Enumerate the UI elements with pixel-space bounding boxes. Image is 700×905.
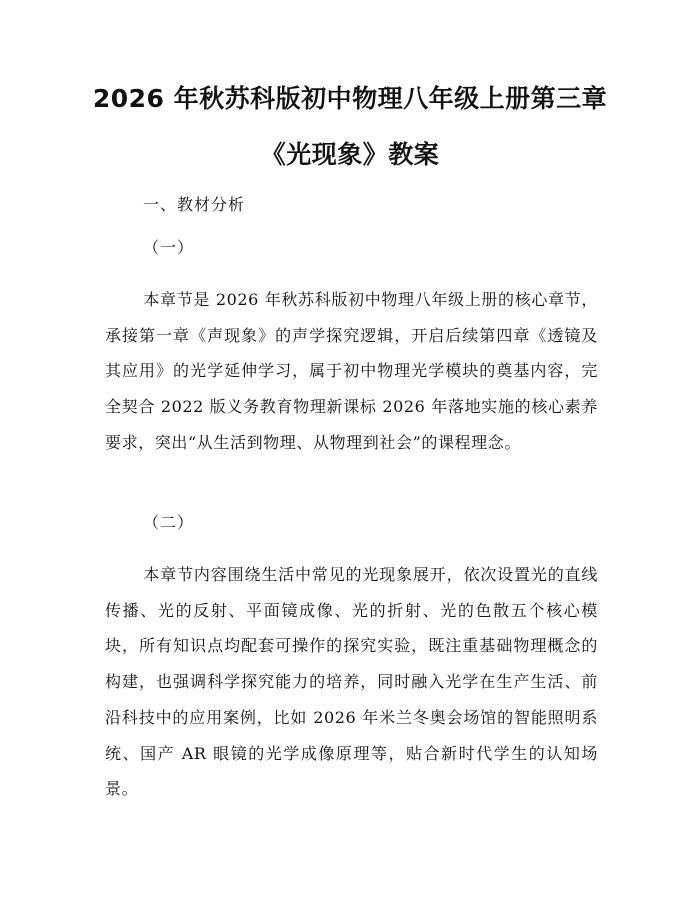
document-title-line-1: 2026 年秋苏科版初中物理八年级上册第三章: [92, 84, 608, 113]
section-heading-textbook-analysis: 一、教材分析: [143, 195, 246, 214]
document-title-line-2: 《光现象》教案: [260, 140, 440, 169]
paragraph-chapter-position: 本章节是 2026 年秋苏科版初中物理八年级上册的核心章节，承接第一章《声现象》的声学探究逻辑，开启后续第四章《透镜及其应用》的光学延伸学习，属于初中物理光学模块的奠基内容，完全契合 2022 版义务教育物理新课标 2026 年落地实施的核心素养要求，突出“从生活到物理、从物理到社会”的课程理念。: [105, 290, 598, 452]
subsection-heading-1: （一）: [143, 238, 195, 257]
subsection-heading-2: （二）: [143, 513, 195, 532]
paragraph-chapter-content: 本章节内容围绕生活中常见的光现象展开，依次设置光的直线传播、光的反射、平面镜成像、光的折射、光的色散五个核心模块，所有知识点均配套可操作的探究实验，既注重基础物理概念的构建，也强调科学探究能力的培养，同时融入光学在生产生活、前沿科技中的应用案例，比如 2026 年米兰冬奥会场馆的智能照明系统、国产 AR 眼镜的光学成像原理等，贴合新时代学生的认知场景。: [105, 565, 598, 799]
